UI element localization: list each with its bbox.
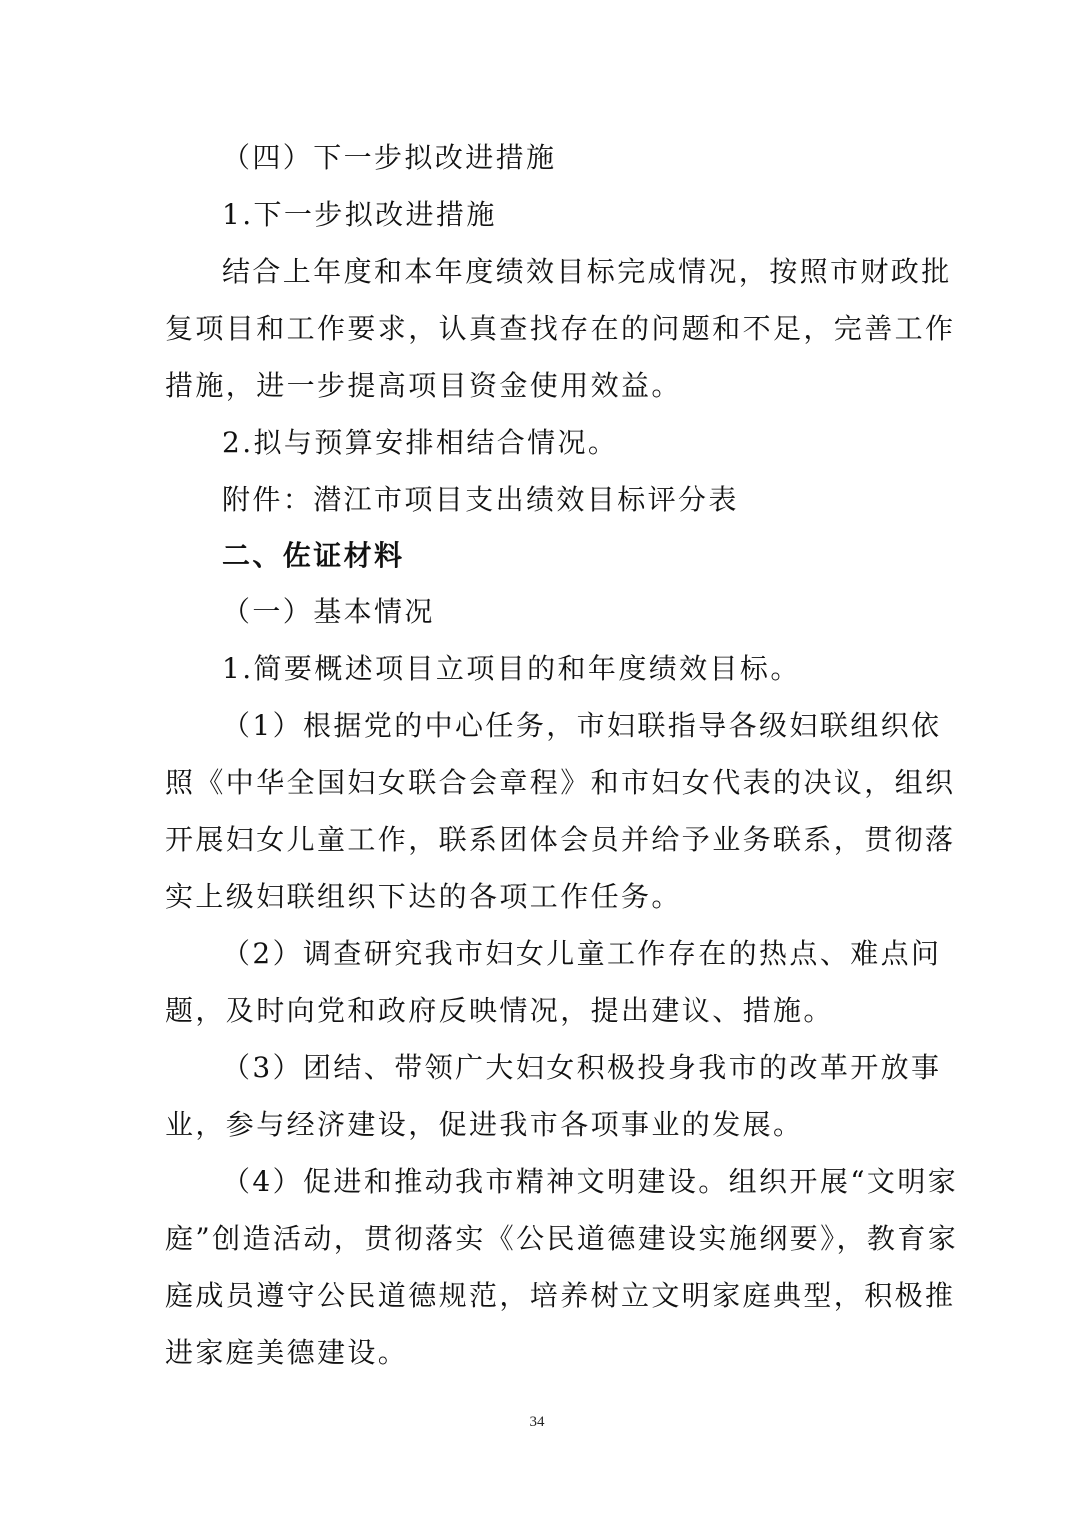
item-heading-1: 1.简要概述项目立项目的和年度绩效目标。 <box>222 652 801 685</box>
paragraph-line: （2）调查研究我市妇女儿童工作存在的热点、难点问 <box>222 937 942 970</box>
paragraph-line: 进家庭美德建设。 <box>165 1336 409 1369</box>
item-heading-1: 1.下一步拟改进措施 <box>222 198 497 231</box>
subsection-heading-4: （四）下一步拟改进措施 <box>222 141 557 174</box>
section-heading-2: 二、佐证材料 <box>222 539 405 572</box>
paragraph-line: 复项目和工作要求，认真查找存在的问题和不足，完善工作 <box>165 312 956 345</box>
subsection-heading-1: （一）基本情况 <box>222 595 435 628</box>
item-heading-2: 2.拟与预算安排相结合情况。 <box>222 426 619 459</box>
paragraph-line: 照《中华全国妇女联合会章程》和市妇女代表的决议，组织 <box>165 766 956 799</box>
attachment-line: 附件：潜江市项目支出绩效目标评分表 <box>222 483 739 516</box>
paragraph-line: 业，参与经济建设，促进我市各项事业的发展。 <box>165 1108 804 1141</box>
paragraph-line: 题，及时向党和政府反映情况，提出建议、措施。 <box>165 994 834 1027</box>
paragraph-line: 实上级妇联组织下达的各项工作任务。 <box>165 880 682 913</box>
paragraph-line: 开展妇女儿童工作，联系团体会员并给予业务联系，贯彻落 <box>165 823 956 856</box>
paragraph-line: 庭成员遵守公民道德规范，培养树立文明家庭典型，积极推 <box>165 1279 956 1312</box>
paragraph-line: （3）团结、带领广大妇女积极投身我市的改革开放事 <box>222 1051 942 1084</box>
paragraph-line: 措施，进一步提高项目资金使用效益。 <box>165 369 682 402</box>
paragraph-line: （1）根据党的中心任务，市妇联指导各级妇联组织依 <box>222 709 942 742</box>
paragraph-line: （4）促进和推动我市精神文明建设。组织开展“文明家 <box>222 1165 959 1198</box>
paragraph-line: 庭”创造活动，贯彻落实《公民道德建设实施纲要》，教育家 <box>165 1222 959 1255</box>
page-number: 34 <box>529 1414 545 1430</box>
paragraph-line: 结合上年度和本年度绩效目标完成情况，按照市财政批 <box>222 255 952 288</box>
